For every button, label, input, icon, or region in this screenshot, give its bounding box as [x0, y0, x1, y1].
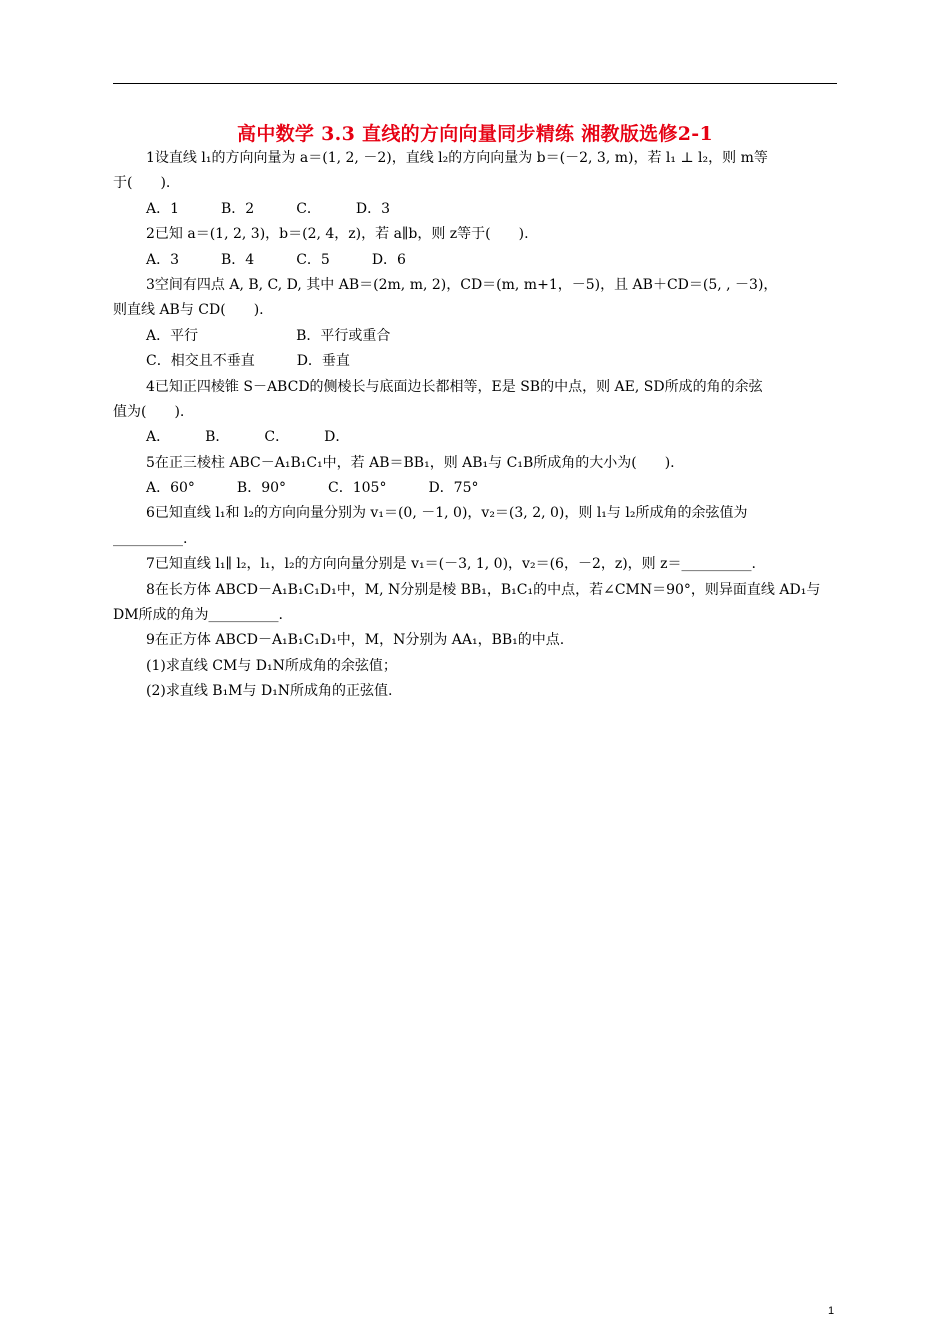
page-number: 1	[828, 1305, 835, 1317]
text-line: A．平行 B．平行或重合	[146, 327, 391, 344]
text-line: 7已知直线 l₁∥ l₂，l₁，l₂的方向向量分别是 v₁＝(－3, 1, 0)，v₂＝(6，－2，z)，则 z＝__________.	[146, 556, 756, 573]
page-title: 高中数学 3.3 直线的方向向量同步精练 湘教版选修2-1	[237, 123, 713, 145]
text-line: DM所成的角为__________.	[113, 607, 284, 624]
text-line: A．1 B．2 C． D．3	[146, 200, 391, 217]
text-line: 6已知直线 l₁和 l₂的方向向量分别为 v₁＝(0, －1, 0)，v₂＝(3, 2, 0)，则 l₁与 l₂所成角的余弦值为	[146, 505, 748, 522]
header-rule	[113, 83, 837, 84]
text-line: (1)求直线 CM与 D₁N所成角的余弦值；	[146, 657, 397, 674]
text-line: 于( ).	[113, 175, 171, 192]
problem-text	[113, 146, 837, 705]
text-line: 1设直线 l₁的方向向量为 a＝(1, 2, －2)，直线 l₂的方向向量为 b＝(－2, 3, m)，若 l₁ ⊥ l₂，则 m等	[146, 150, 768, 166]
text-line: 5在正三棱柱 ABC－A₁B₁C₁中，若 AB＝BB₁，则 AB₁与 C₁B所成角的大小为( ).	[146, 454, 675, 471]
text-line: 4已知正四棱锥 S－ABCD的侧棱长与底面边长都相等，E是 SB的中点，则 AE, SD所成的角的余弦	[146, 378, 763, 395]
text-line: (2)求直线 B₁M与 D₁N所成角的正弦值.	[146, 683, 393, 700]
text-line: __________.	[113, 530, 188, 547]
text-line: A．60° B．90° C．105° D．75°	[146, 480, 479, 497]
text-line: 则直线 AB与 CD( ).	[113, 302, 264, 319]
text-line: 3空间有四点 A, B, C, D, 其中 AB＝(2m, m, 2)，CD＝(m, m+1，－5)，且 AB＋CD＝(5, , －3)，	[146, 276, 778, 293]
text-line: 8在长方体 ABCD－A₁B₁C₁D₁中，M, N分别是棱 BB₁，B₁C₁的中点，若∠CMN＝90°，则异面直线 AD₁与	[146, 581, 821, 598]
text-line: 2已知 a＝(1, 2, 3)，b＝(2, 4，z)，若 a∥b，则 z等于( ).	[146, 226, 529, 243]
text-line: C．相交且不垂直 D．垂直	[146, 353, 350, 370]
text-line: 值为( ).	[113, 403, 185, 420]
text-line: A．3 B．4 C．5 D．6	[146, 251, 406, 268]
text-line: A． B． C． D．	[146, 429, 350, 446]
text-line: 9在正方体 ABCD－A₁B₁C₁D₁中，M，N分别为 AA₁，BB₁的中点.	[146, 632, 565, 649]
